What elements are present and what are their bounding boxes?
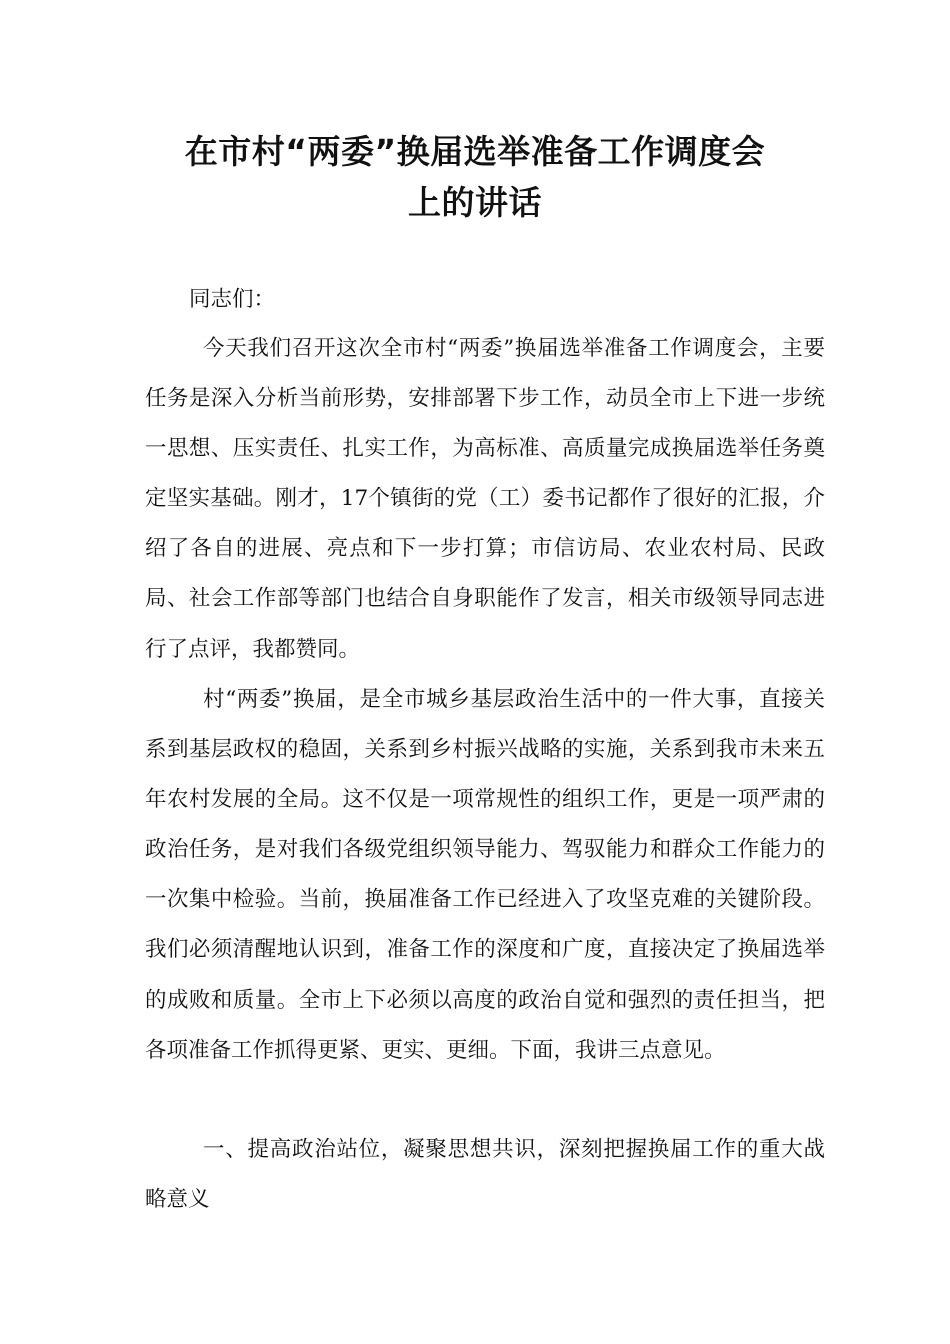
paragraph-1: 今天我们召开这次全市村“两委”换届选举准备工作调度会，主要任务是深入分析当前形势，安排部署下步工作，动员全市上下进一步统一思想、压实责任、扎实工作，为高标准、高质量完成换届选举任务奠定坚实基础。刚才，17个镇街的党（工）委书记都作了很好的汇报，介绍了各自的进展、亮点和下一步打算；市信访局、农业农村局、民政局、社会工作部等部门也结合自身职能作了发言，相关市级领导同志进行了点评，我都赞同。 (145, 336, 825, 662)
section-heading-1: 一、提高政治站位，凝聚思想共识，深刻把握换届工作的重大战略意义 (145, 1137, 825, 1213)
document-title-line-1: 在市村“两委”换届选举准备工作调度会 (184, 132, 766, 171)
salutation: 同志们： (189, 287, 276, 312)
paragraph-2: 村“两委”换届，是全市城乡基层政治生活中的一件大事，直接关系到基层政权的稳固，关系到乡村振兴战略的实施，关系到我市未来五年农村发展的全局。这不仅是一项常规性的组织工作，更是一项严肃的政治任务，是对我们各级党组织领导能力、驾驭能力和群众工作能力的一次集中检验。当前，换届准备工作已经进入了攻坚克难的关键阶段。我们必须清醒地认识到，准备工作的深度和广度，直接决定了换届选举的成败和质量。全市上下必须以高度的政治自觉和强烈的责任担当，把各项准备工作抓得更紧、更实、更细。下面，我讲三点意见。 (145, 687, 825, 1063)
document-title-line-2: 上的讲话 (408, 183, 542, 222)
